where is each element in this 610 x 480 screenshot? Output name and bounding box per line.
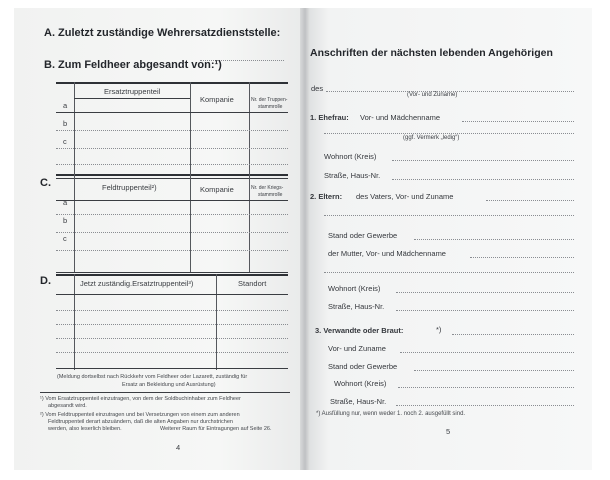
vor-zuname-label-3: Vor- und Zuname xyxy=(328,344,386,353)
table-row-line xyxy=(56,232,288,233)
wohnort-label-2: Wohnort (Kreis) xyxy=(328,284,381,293)
table-b-top-rule xyxy=(56,82,288,84)
fill-line xyxy=(392,160,574,161)
footnote-2-cont-2: werden, also leserlich bleiben. xyxy=(48,426,122,432)
table-c-col-rule xyxy=(190,174,191,272)
table-row-line xyxy=(56,352,288,353)
eltern-text: des Vaters, Vor- und Zuname xyxy=(356,192,454,201)
fill-line xyxy=(398,387,574,388)
table-row-line xyxy=(56,148,288,149)
footnote-2-more-space: Weiterer Raum für Eintragungen auf Seite 26. xyxy=(160,426,272,432)
table-c-header-nr-2: stammrolle xyxy=(258,192,283,198)
table-row-line xyxy=(56,250,288,251)
table-b-header-rule xyxy=(74,98,190,99)
des-label: des xyxy=(311,84,324,93)
section-b-heading: B. Zum Feldheer abgesandt von:¹) xyxy=(44,59,222,71)
table-row-line xyxy=(56,164,288,165)
table-b-header-ersatz: Ersatztruppenteil xyxy=(104,87,161,96)
table-d-col-rule xyxy=(74,274,75,370)
section-a-heading: A. Zuletzt zuständige Wehrersatzdienststelle: xyxy=(44,27,281,39)
fill-line xyxy=(324,215,574,216)
table-c-col-rule xyxy=(249,174,250,272)
table-c-row-label: b xyxy=(63,216,68,225)
stand-gewerbe-label-3: Stand oder Gewerbe xyxy=(328,362,398,371)
page-title: Anschriften der nächsten lebenden Angehörigen xyxy=(310,47,553,59)
table-row-line xyxy=(56,214,288,215)
fill-line xyxy=(462,121,574,122)
table-b-header-kompanie: Kompanie xyxy=(200,95,234,104)
fill-line xyxy=(414,370,574,371)
fill-line xyxy=(414,239,574,240)
table-d-top-rule xyxy=(56,274,288,276)
meldung-note: (Meldung dortselbst nach Rückkehr vom Feldheer oder Lazarett, zuständig für xyxy=(57,374,248,380)
strasse-label-2: Straße, Haus-Nr. xyxy=(328,302,385,311)
fill-line xyxy=(396,292,574,293)
table-b-header-bottom xyxy=(56,112,288,113)
section-c-heading: C. xyxy=(40,177,51,189)
table-d-bottom-rule xyxy=(56,368,288,369)
table-b-row-label: a xyxy=(63,101,68,110)
fill-line xyxy=(400,352,574,353)
ehefrau-label: 1. Ehefrau: xyxy=(310,113,349,122)
fill-line xyxy=(396,405,574,406)
footnote-1-cont: abgesandt wird. xyxy=(48,403,87,409)
table-c-top-rule xyxy=(56,174,288,176)
table-b-bottom-rule xyxy=(56,178,288,179)
page-number-right: 5 xyxy=(446,427,451,436)
section-d-heading: D. xyxy=(40,275,51,287)
table-c-bottom-rule xyxy=(56,272,288,273)
table-b-header-nr: Nr. der Truppen- xyxy=(251,97,288,103)
fill-line xyxy=(392,179,574,180)
vor-und-zuname-caption: (Vor- und Zuname) xyxy=(407,92,458,98)
fill-line xyxy=(470,257,574,258)
table-b-row-label: c xyxy=(63,137,67,146)
right-footnote: *) Ausfüllung nur, wenn weder 1. noch 2. ausgefüllt sind. xyxy=(316,411,466,417)
verwandte-label: 3. Verwandte oder Braut: xyxy=(315,326,404,335)
footnote-2-cont: Feldtruppenteil derart abzuändern, daß die alten Angaben nur durchstrichen xyxy=(48,419,233,425)
strasse-label: Straße, Haus-Nr. xyxy=(324,171,381,180)
ehefrau-text: Vor- und Mädchenname xyxy=(360,113,441,122)
fill-line xyxy=(452,334,574,335)
table-d-header-standort: Standort xyxy=(238,279,267,288)
table-c-header-nr: Nr. der Kriegs- xyxy=(251,185,284,191)
page-number-left: 4 xyxy=(176,443,181,452)
footnote-1: ¹) Vom Ersatztruppenteil einzutragen, von dem der Soldbuchinhaber zum Feldheer xyxy=(40,396,241,402)
stand-gewerbe-label: Stand oder Gewerbe xyxy=(328,231,398,240)
table-c-row-label: c xyxy=(63,234,67,243)
strasse-label-3: Straße, Haus-Nr. xyxy=(330,397,387,406)
wohnort-label: Wohnort (Kreis) xyxy=(324,152,377,161)
table-c-row-label: a xyxy=(63,198,68,207)
footnote-2: ²) Vom Feldtruppenteil einzutragen und bei Versetzungen von einem zum anderen xyxy=(40,412,240,418)
fill-line xyxy=(396,310,574,311)
eltern-label: 2. Eltern: xyxy=(310,192,343,201)
fill-line xyxy=(486,200,574,201)
table-c-header-bottom xyxy=(56,200,288,201)
fill-line xyxy=(324,272,574,273)
vermerk-caption: (ggf. Vermerk „ledig“) xyxy=(403,135,460,141)
table-row-line xyxy=(56,324,288,325)
mutter-label: der Mutter, Vor- und Mädchenname xyxy=(328,249,446,258)
table-row-line xyxy=(56,130,288,131)
table-row-line xyxy=(56,338,288,339)
table-c-col-rule xyxy=(74,174,75,272)
table-d-col-rule xyxy=(216,274,217,370)
table-row-line xyxy=(56,310,288,311)
table-d-header-bottom xyxy=(56,294,288,295)
verwandte-note: *) xyxy=(436,325,442,334)
wohnort-label-3: Wohnort (Kreis) xyxy=(334,379,387,388)
footnote-rule xyxy=(40,392,290,393)
book-gutter xyxy=(300,8,310,470)
fill-line xyxy=(324,133,574,134)
table-d-header-jetzt: Jetzt zuständig.Ersatztruppenteil³) xyxy=(80,279,194,288)
table-c-header-kompanie: Kompanie xyxy=(200,185,234,194)
table-c-header-feld: Feldtruppenteil²) xyxy=(102,183,157,192)
table-b-header-nr-2: stammrolle xyxy=(258,104,283,110)
meldung-note-2: Ersatz an Bekleidung und Ausrüstung) xyxy=(122,382,216,388)
table-b-row-label: b xyxy=(63,119,68,128)
